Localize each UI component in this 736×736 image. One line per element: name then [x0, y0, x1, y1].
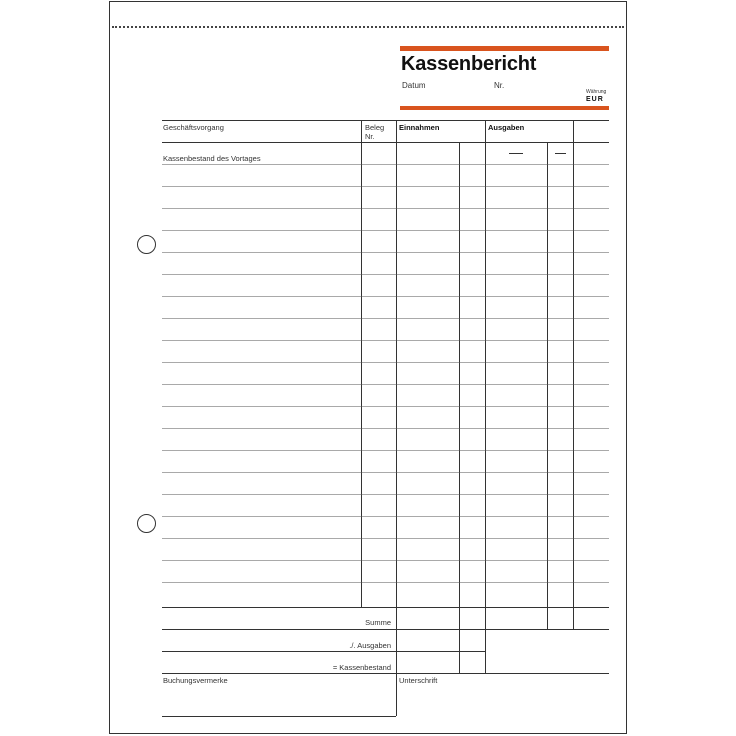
- col-header-expenses: Ausgaben: [488, 123, 525, 132]
- minus-expenses-label: ./. Ausgaben: [349, 641, 391, 650]
- col-header-receipt-line1: Beleg: [365, 123, 385, 132]
- col-header-receipt-line2: Nr.: [365, 132, 375, 141]
- col-header-income: Einnahmen: [399, 123, 440, 132]
- date-label: Datum: [402, 81, 426, 90]
- col-header-transaction: Geschäftsvorgang: [163, 123, 224, 132]
- currency-value: EUR: [586, 96, 604, 103]
- currency-label: Währung: [586, 89, 607, 95]
- form-title: Kassenbericht: [401, 53, 537, 75]
- sum-label: Summe: [365, 618, 391, 627]
- number-label: Nr.: [494, 81, 505, 90]
- first-row-label: Kassenbestand des Vortages: [163, 154, 261, 163]
- cash-balance-label: = Kassenbestand: [332, 663, 391, 672]
- signature-label: Unterschrift: [399, 676, 438, 685]
- remarks-label: Buchungsvermerke: [163, 676, 228, 685]
